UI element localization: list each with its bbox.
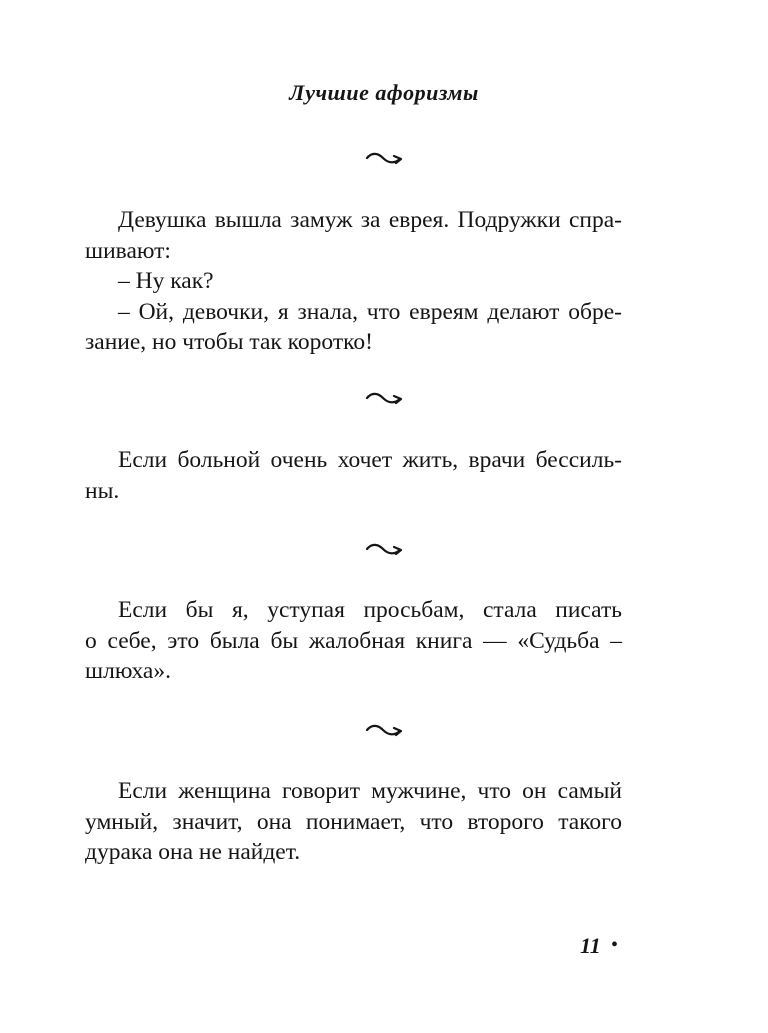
aphorism-entry (85, 205, 622, 358)
text-line: шивают: (85, 237, 171, 264)
text-line: зание, но чтобы так коротко! (85, 329, 373, 355)
text-line: Если женщина говорит мужчине, что он самый (118, 778, 622, 804)
aphorism-entry (85, 595, 622, 687)
page-number-ornament: • (611, 934, 619, 956)
running-head: Лучшие афоризмы (289, 80, 479, 105)
aphorism-entry (85, 776, 622, 868)
text-line: Девушка вышла замуж за еврея. Подружки спра- (118, 207, 622, 233)
swash-ornament-icon (0, 541, 768, 563)
page-number: 11 (580, 933, 601, 958)
text-line: ны. (85, 477, 120, 504)
text-line: шлюха». (85, 658, 171, 684)
text-line: о себе, это была бы жалобная книга — «Судьба – (85, 627, 622, 654)
text-line: Если больной очень хочет жить, врачи бессиль- (118, 447, 622, 473)
swash-ornament-icon (0, 390, 768, 412)
text-line: – Ну как? (118, 268, 214, 294)
swash-ornament-icon (0, 722, 768, 744)
swash-ornament-icon (0, 150, 768, 172)
text-line: – Ой, девочки, я знала, что евреям делают обре- (118, 298, 622, 325)
aphorism-entry (85, 445, 622, 506)
text-line: дурака она не найдет. (85, 839, 301, 865)
text-line: Если бы я, уступая просьбам, стала писать (118, 597, 622, 623)
text-line: умный, значит, она понимает, что второго такого (85, 808, 622, 835)
